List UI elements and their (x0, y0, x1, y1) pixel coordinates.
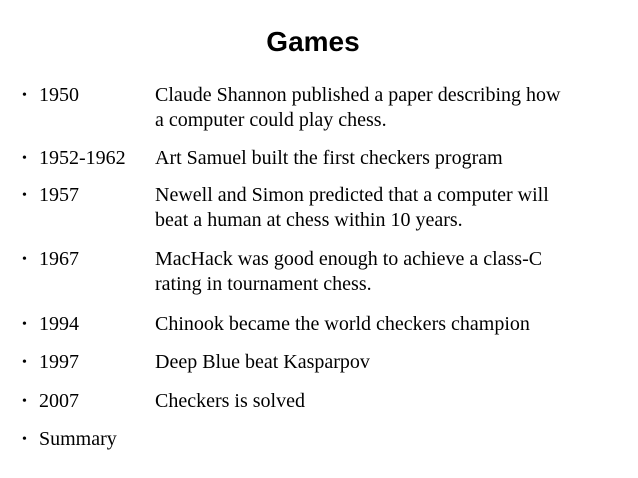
item-description (155, 312, 600, 337)
slide-title: Games (266, 26, 360, 57)
item-year: 1997 (39, 351, 79, 373)
item-description-line: Chinook became the world checkers champion (155, 313, 530, 335)
bullet-icon: • (22, 355, 27, 370)
item-description-line: Claude Shannon published a paper describing how (155, 84, 561, 106)
item-description (155, 389, 600, 414)
item-description (155, 350, 600, 375)
bullet-icon: • (22, 432, 27, 447)
item-description (155, 247, 600, 297)
item-year: 1957 (39, 184, 79, 206)
item-description-line: rating in tournament chess. (155, 273, 372, 295)
item-description (155, 183, 600, 233)
item-year: 1952-1962 (39, 147, 126, 169)
bullet-icon: • (22, 88, 27, 103)
item-description-line: Deep Blue beat Kasparpov (155, 351, 370, 373)
bullet-icon: • (22, 394, 27, 409)
item-description (155, 83, 600, 133)
item-description-line: Art Samuel built the first checkers program (155, 147, 503, 169)
item-description-line: a computer could play chess. (155, 109, 387, 131)
bullet-icon: • (22, 188, 27, 203)
bullet-icon: • (22, 252, 27, 267)
item-year: 1994 (39, 313, 79, 335)
item-year: Summary (39, 428, 117, 450)
item-year: 2007 (39, 390, 79, 412)
item-description (155, 146, 600, 171)
item-description-line: Checkers is solved (155, 390, 305, 412)
item-year: 1967 (39, 248, 79, 270)
bullet-icon: • (22, 317, 27, 332)
bullet-icon: • (22, 151, 27, 166)
item-year: 1950 (39, 84, 79, 106)
item-description-line: Newell and Simon predicted that a computer will (155, 184, 549, 206)
item-description-line: beat a human at chess within 10 years. (155, 209, 463, 231)
item-description-line: MacHack was good enough to achieve a class-C (155, 248, 543, 270)
